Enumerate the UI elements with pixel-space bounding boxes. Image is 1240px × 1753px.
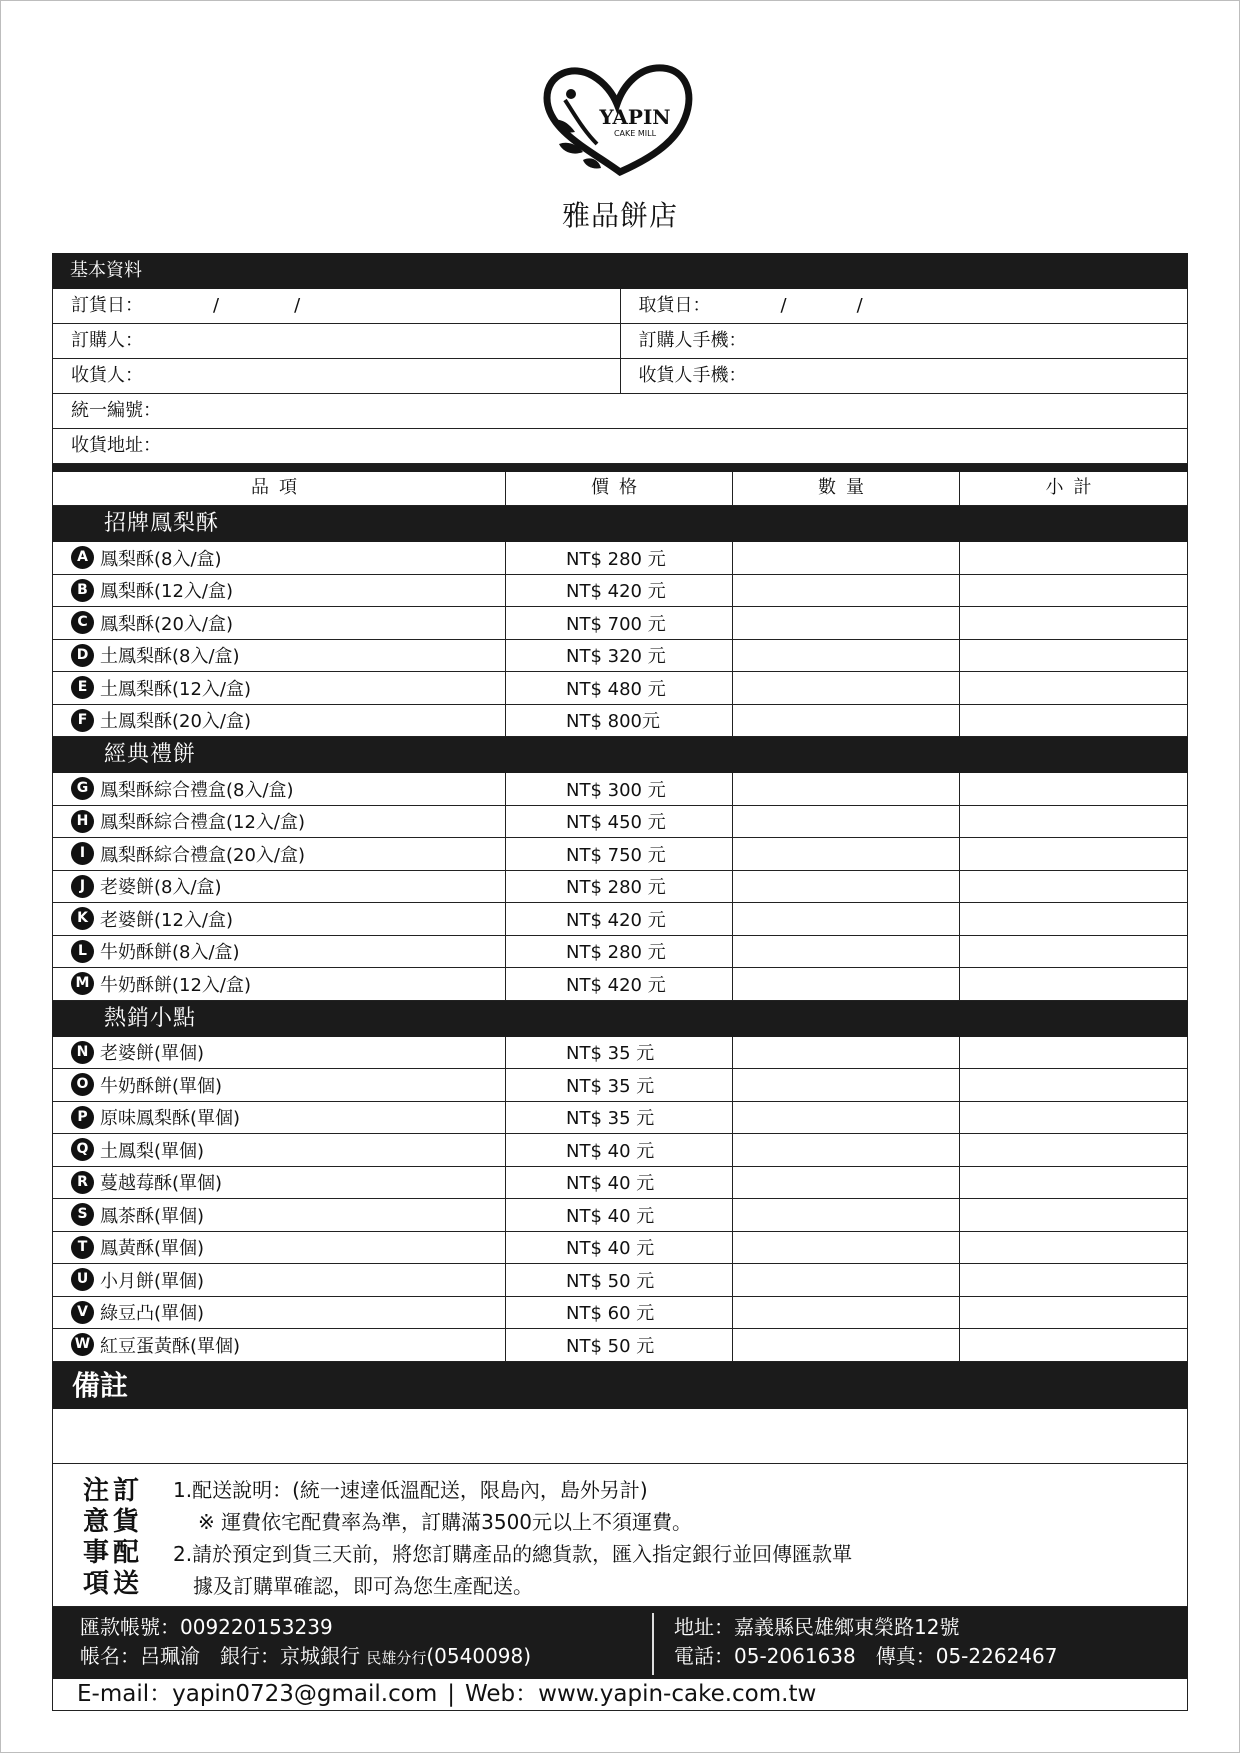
item-code-badge: K [71,907,94,930]
item-code-badge: R [71,1171,94,1194]
quantity-input[interactable] [733,968,960,1000]
email-web-row: E-mail：yapin0723@gmail.com | Web：www.yapin-cake.com.tw [52,1679,1188,1711]
item-price: NT$ 40 元 [506,1134,733,1166]
subtotal-input[interactable] [960,1264,1187,1296]
item-price: NT$ 40 元 [506,1232,733,1264]
basic-info-header: 基本資料 [52,253,1188,289]
order-notes [52,1464,1188,1607]
item-name: 牛奶酥餅(8入/盒) [100,942,240,964]
item-code-badge: I [71,842,94,865]
item-code-badge: L [71,940,94,963]
table-row [52,871,1188,904]
note-line-3: 2.請於預定到貨三天前，將您訂購產品的總貨款，匯入指定銀行並回傳匯款單 [173,1541,853,1566]
table-row [52,542,1188,575]
item-name-cell [53,1264,506,1296]
orderer-field[interactable]: 訂購人： [53,324,621,358]
item-price: NT$ 280 元 [506,936,733,968]
subtotal-input[interactable] [960,1329,1187,1361]
quantity-input[interactable] [733,575,960,607]
item-name: 老婆餅(8入/盒) [100,877,222,899]
item-price: NT$ 300 元 [506,773,733,805]
item-code-badge: A [71,546,94,569]
shop-name: 雅品餅店 [561,199,678,232]
quantity-input[interactable] [733,1102,960,1134]
category-header: 經典禮餅 [52,737,1188,773]
quantity-input[interactable] [733,806,960,838]
quantity-input[interactable] [733,838,960,870]
item-name-cell [53,1102,506,1134]
item-name: 牛奶酥餅(單個) [100,1075,223,1097]
footer-info [52,1607,1188,1679]
table-header [52,472,1188,506]
order-form [52,253,1188,1711]
table-row [52,1264,1188,1297]
svg-text:CAKE MILL: CAKE MILL [613,129,657,138]
table-row [52,1134,1188,1167]
item-name-cell [53,1297,506,1329]
subtotal-input[interactable] [960,1134,1187,1166]
item-name-cell [53,705,506,737]
item-name-cell [53,903,506,935]
item-price: NT$ 50 元 [506,1264,733,1296]
item-price: NT$ 420 元 [506,575,733,607]
item-code-badge: C [71,611,94,634]
quantity-input[interactable] [733,1134,960,1166]
item-price: NT$ 40 元 [506,1167,733,1199]
info-row-dates [52,289,1188,324]
item-price: NT$ 280 元 [506,542,733,574]
item-price: NT$ 450 元 [506,806,733,838]
item-code-badge: V [71,1301,94,1324]
section-divider [52,464,1188,472]
item-code-badge: J [71,875,94,898]
subtotal-input[interactable] [960,705,1187,737]
item-name: 鳳梨酥(20入/盒) [100,613,234,635]
item-name: 土鳳梨酥(12入/盒) [100,678,252,700]
item-name: 老婆餅(12入/盒) [100,909,234,931]
table-row [52,936,1188,969]
item-price: NT$ 35 元 [506,1102,733,1134]
subtotal-input[interactable] [960,773,1187,805]
quantity-input[interactable] [733,871,960,903]
item-price: NT$ 750 元 [506,838,733,870]
table-row [52,1102,1188,1135]
table-row [52,607,1188,640]
quantity-input[interactable] [733,1037,960,1069]
item-code-badge: N [71,1041,94,1064]
item-name-cell [53,1037,506,1069]
item-name: 土鳳梨酥(20入/盒) [100,711,252,733]
table-row [52,1167,1188,1200]
table-row [52,640,1188,673]
quantity-input[interactable] [733,1199,960,1231]
tax-id-field[interactable]: 統一編號： [71,400,161,421]
item-code-badge: E [71,676,94,699]
item-code-badge: D [71,644,94,667]
subtotal-input[interactable] [960,838,1187,870]
svg-text:YAPIN: YAPIN [599,105,671,129]
item-name-cell [53,575,506,607]
shop-phone: 電話：05-2061638 傳真：05-2262467 [674,1643,1058,1668]
quantity-input[interactable] [733,903,960,935]
item-code-badge: U [71,1268,94,1291]
info-row-orderer [52,324,1188,359]
subtotal-input[interactable] [960,542,1187,574]
info-row-receiver [52,359,1188,394]
item-price: NT$ 700 元 [506,607,733,639]
item-price: NT$ 480 元 [506,672,733,704]
subtotal-input[interactable] [960,1167,1187,1199]
product-table [52,506,1188,1362]
table-row [52,968,1188,1001]
info-row-address [52,429,1188,464]
item-name-cell [53,838,506,870]
col-qty-header: 數量 [733,472,960,505]
category-header: 熱銷小點 [52,1001,1188,1037]
note-line-1: 1.配送說明：(統一速達低溫配送，限島內，島外另計) [173,1477,648,1502]
orderer-phone-field[interactable]: 訂購人手機： [638,330,747,351]
item-name-cell [53,936,506,968]
item-name: 綠豆凸(單個) [100,1303,205,1325]
col-price-header: 價格 [506,472,733,505]
shop-address: 地址：嘉義縣民雄鄉東榮路12號 [674,1614,960,1639]
item-name: 蔓越莓酥(單個) [100,1173,223,1195]
category-header: 招牌鳳梨酥 [52,506,1188,542]
col-item-header: 品項 [53,472,506,505]
quantity-input[interactable] [733,936,960,968]
item-price: NT$ 420 元 [506,903,733,935]
item-name: 鳳梨酥綜合禮盒(8入/盒) [100,779,294,801]
item-name-cell [53,1167,506,1199]
subtotal-input[interactable] [960,640,1187,672]
quantity-input[interactable] [733,705,960,737]
subtotal-input[interactable] [960,575,1187,607]
contact-info [654,1613,1188,1679]
table-row [52,1199,1188,1232]
account-number: 匯款帳號：009220153239 [80,1614,333,1639]
table-row [52,1297,1188,1330]
item-name: 牛奶酥餅(12入/盒) [100,974,252,996]
item-code-badge: T [71,1236,94,1259]
item-name: 鳳黃酥(單個) [100,1238,205,1260]
table-row [52,672,1188,705]
quantity-input[interactable] [733,542,960,574]
brand-logo [535,60,695,180]
item-name: 土鳳梨酥(8入/盒) [100,646,240,668]
bank-info [52,1613,652,1679]
item-code-badge: O [71,1073,94,1096]
quantity-input[interactable] [733,1069,960,1101]
item-price: NT$ 40 元 [506,1199,733,1231]
note-line-4: 據及訂購單確認，即可為您生產配送。 [193,1573,533,1598]
item-code-badge: W [71,1333,94,1356]
item-code-badge: S [71,1203,94,1226]
item-code-badge: H [71,810,94,833]
quantity-input[interactable] [733,1264,960,1296]
item-name: 老婆餅(單個) [100,1043,205,1065]
quantity-input[interactable] [733,1297,960,1329]
item-code-badge: M [71,972,94,995]
subtotal-input[interactable] [960,1037,1187,1069]
item-name: 鳳梨酥(8入/盒) [100,548,222,570]
subtotal-input[interactable] [960,607,1187,639]
item-name: 原味鳳梨酥(單個) [100,1108,241,1130]
heart-logo-icon [535,60,695,180]
item-name: 小月餅(單個) [100,1270,205,1292]
table-row [52,1069,1188,1102]
item-price: NT$ 280 元 [506,871,733,903]
quantity-input[interactable] [733,1329,960,1361]
item-name-cell [53,542,506,574]
item-code-badge: F [71,709,94,732]
item-code-badge: Q [71,1138,94,1161]
item-price: NT$ 320 元 [506,640,733,672]
item-code-badge: P [71,1106,94,1129]
item-name-cell [53,1134,506,1166]
pickup-date-field[interactable]: 取貨日： / / [638,295,863,316]
subtotal-input[interactable] [960,903,1187,935]
item-price: NT$ 800元 [506,705,733,737]
table-row [52,903,1188,936]
account-name: 帳名：呂珮渝 銀行：京城銀行 民雄分行(0540098) [80,1643,532,1668]
item-name-cell [53,1069,506,1101]
quantity-input[interactable] [733,773,960,805]
subtotal-input[interactable] [960,968,1187,1000]
table-row [52,575,1188,608]
item-name: 紅豆蛋黃酥(單個) [100,1335,241,1357]
subtotal-input[interactable] [960,806,1187,838]
subtotal-input[interactable] [960,1232,1187,1264]
table-row [52,705,1188,738]
item-name-cell [53,773,506,805]
item-price: NT$ 420 元 [506,968,733,1000]
item-name: 土鳳梨(單個) [100,1140,205,1162]
subtotal-input[interactable] [960,1102,1187,1134]
item-price: NT$ 35 元 [506,1037,733,1069]
item-name: 鳳茶酥(單個) [100,1205,205,1227]
subtotal-input[interactable] [960,672,1187,704]
item-name: 鳳梨酥綜合禮盒(20入/盒) [100,844,306,866]
receiver-phone-field[interactable]: 收貨人手機： [638,365,747,386]
item-price: NT$ 50 元 [506,1329,733,1361]
info-row-tax-id [52,394,1188,429]
receiver-field[interactable]: 收貨人： [53,359,621,393]
item-price: NT$ 60 元 [506,1297,733,1329]
item-price: NT$ 35 元 [506,1069,733,1101]
item-name-cell [53,968,506,1000]
col-subtotal-header: 小計 [1045,477,1102,498]
table-row [52,773,1188,806]
subtotal-input[interactable] [960,1297,1187,1329]
item-code-badge: G [71,777,94,800]
item-name-cell [53,806,506,838]
item-name-cell [53,1329,506,1361]
table-row [52,806,1188,839]
remarks-header: 備註 [52,1362,1188,1409]
quantity-input[interactable] [733,640,960,672]
address-field[interactable]: 收貨地址： [71,435,161,456]
item-code-badge: B [71,579,94,602]
email-link[interactable]: E-mail：yapin0723@gmail.com [77,1680,438,1707]
remarks-input[interactable] [52,1409,1188,1464]
subtotal-input[interactable] [960,936,1187,968]
table-row [52,1037,1188,1070]
item-name-cell [53,672,506,704]
item-name: 鳳梨酥綜合禮盒(12入/盒) [100,812,306,834]
item-name-cell [53,1232,506,1264]
quantity-input[interactable] [733,672,960,704]
table-row [52,838,1188,871]
subtotal-input[interactable] [960,1069,1187,1101]
item-name-cell [53,640,506,672]
web-link[interactable]: Web：www.yapin-cake.com.tw [464,1680,817,1707]
quantity-input[interactable] [733,607,960,639]
quantity-input[interactable] [733,1232,960,1264]
notes-title: 注訂 意貨 事配 項送 [83,1475,144,1599]
table-row [52,1329,1188,1362]
subtotal-input[interactable] [960,871,1187,903]
item-name: 鳳梨酥(12入/盒) [100,581,234,603]
quantity-input[interactable] [733,1167,960,1199]
item-name-cell [53,1199,506,1231]
item-name-cell [53,871,506,903]
subtotal-input[interactable] [960,1199,1187,1231]
note-line-2: ※ 運費依宅配費率為準，訂購滿3500元以上不須運費。 [198,1509,693,1534]
table-row [52,1232,1188,1265]
order-date-field[interactable]: 訂貨日： / / [53,289,621,323]
item-name-cell [53,607,506,639]
